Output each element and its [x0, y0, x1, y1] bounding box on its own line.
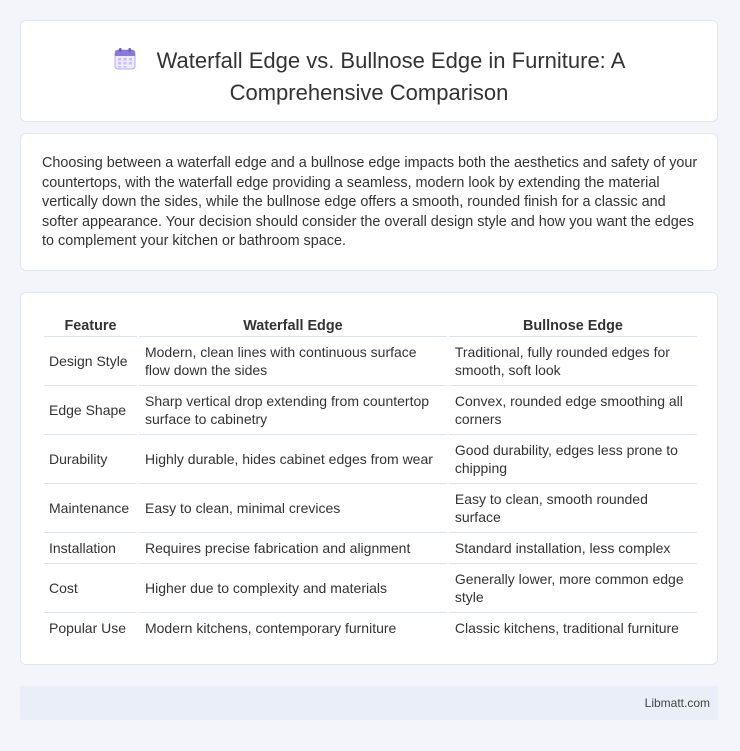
bullnose-cell: Convex, rounded edge smoothing all corners	[449, 386, 697, 435]
intro-paragraph: Choosing between a waterfall edge and a bullnose edge impacts both the aesthetics and safety of your countertops, with the waterfall edge providing a seamless, modern look by extending the material vertically down the sides, while the bullnose edge offers a smooth, rounded finish for a classic and softer appearance. Your decision should consider the overall design style and how you want the edges to complement your kitchen or bathroom space.	[42, 155, 698, 250]
feature-cell: Maintenance	[44, 484, 137, 533]
table-row	[44, 337, 697, 386]
bullnose-cell: Easy to clean, smooth rounded surface	[449, 484, 697, 533]
title-card	[20, 20, 718, 122]
footer-bar	[20, 686, 718, 720]
table-header-row	[44, 315, 697, 337]
waterfall-cell: Modern kitchens, contemporary furniture	[144, 620, 397, 636]
table-row	[44, 484, 697, 533]
footer-site-link[interactable]: Libmatt.com	[644, 696, 710, 710]
title-line-1: Waterfall Edge vs. Bullnose Edge in Furniture: A	[156, 48, 626, 73]
feature-cell: Popular Use	[49, 620, 127, 636]
table-row	[44, 613, 697, 643]
bullnose-cell: Good durability, edges less prone to chipping	[449, 435, 697, 484]
header-waterfall-edge: Waterfall Edge	[139, 315, 447, 337]
table-row	[44, 533, 697, 564]
header-feature: Feature	[44, 315, 137, 337]
calendar-icon	[113, 47, 137, 78]
feature-cell: Installation	[44, 533, 137, 564]
feature-cell: Cost	[44, 564, 137, 613]
feature-cell: Edge Shape	[44, 386, 137, 435]
comparison-table	[42, 315, 699, 643]
feature-cell: Durability	[44, 435, 137, 484]
waterfall-cell: Easy to clean, minimal crevices	[139, 484, 447, 533]
page-title	[21, 46, 717, 107]
bullnose-cell: Generally lower, more common edge style	[449, 564, 697, 613]
waterfall-cell: Sharp vertical drop extending from countertop surface to cabinetry	[139, 386, 447, 435]
waterfall-cell: Highly durable, hides cabinet edges from wear	[139, 435, 447, 484]
bullnose-cell: Traditional, fully rounded edges for smooth, soft look	[449, 337, 697, 386]
waterfall-cell: Requires precise fabrication and alignment	[139, 533, 447, 564]
bullnose-cell: Classic kitchens, traditional furniture	[454, 620, 679, 636]
intro-card	[20, 133, 718, 271]
waterfall-cell: Higher due to complexity and materials	[139, 564, 447, 613]
title-line-2: Comprehensive Comparison	[229, 80, 509, 105]
header-bullnose-edge: Bullnose Edge	[449, 315, 697, 337]
comparison-card	[20, 292, 718, 665]
table-row	[44, 564, 697, 613]
table-row	[44, 435, 697, 484]
table-row	[44, 386, 697, 435]
waterfall-cell: Modern, clean lines with continuous surface flow down the sides	[139, 337, 447, 386]
feature-cell: Design Style	[44, 337, 137, 386]
bullnose-cell: Standard installation, less complex	[449, 533, 697, 564]
